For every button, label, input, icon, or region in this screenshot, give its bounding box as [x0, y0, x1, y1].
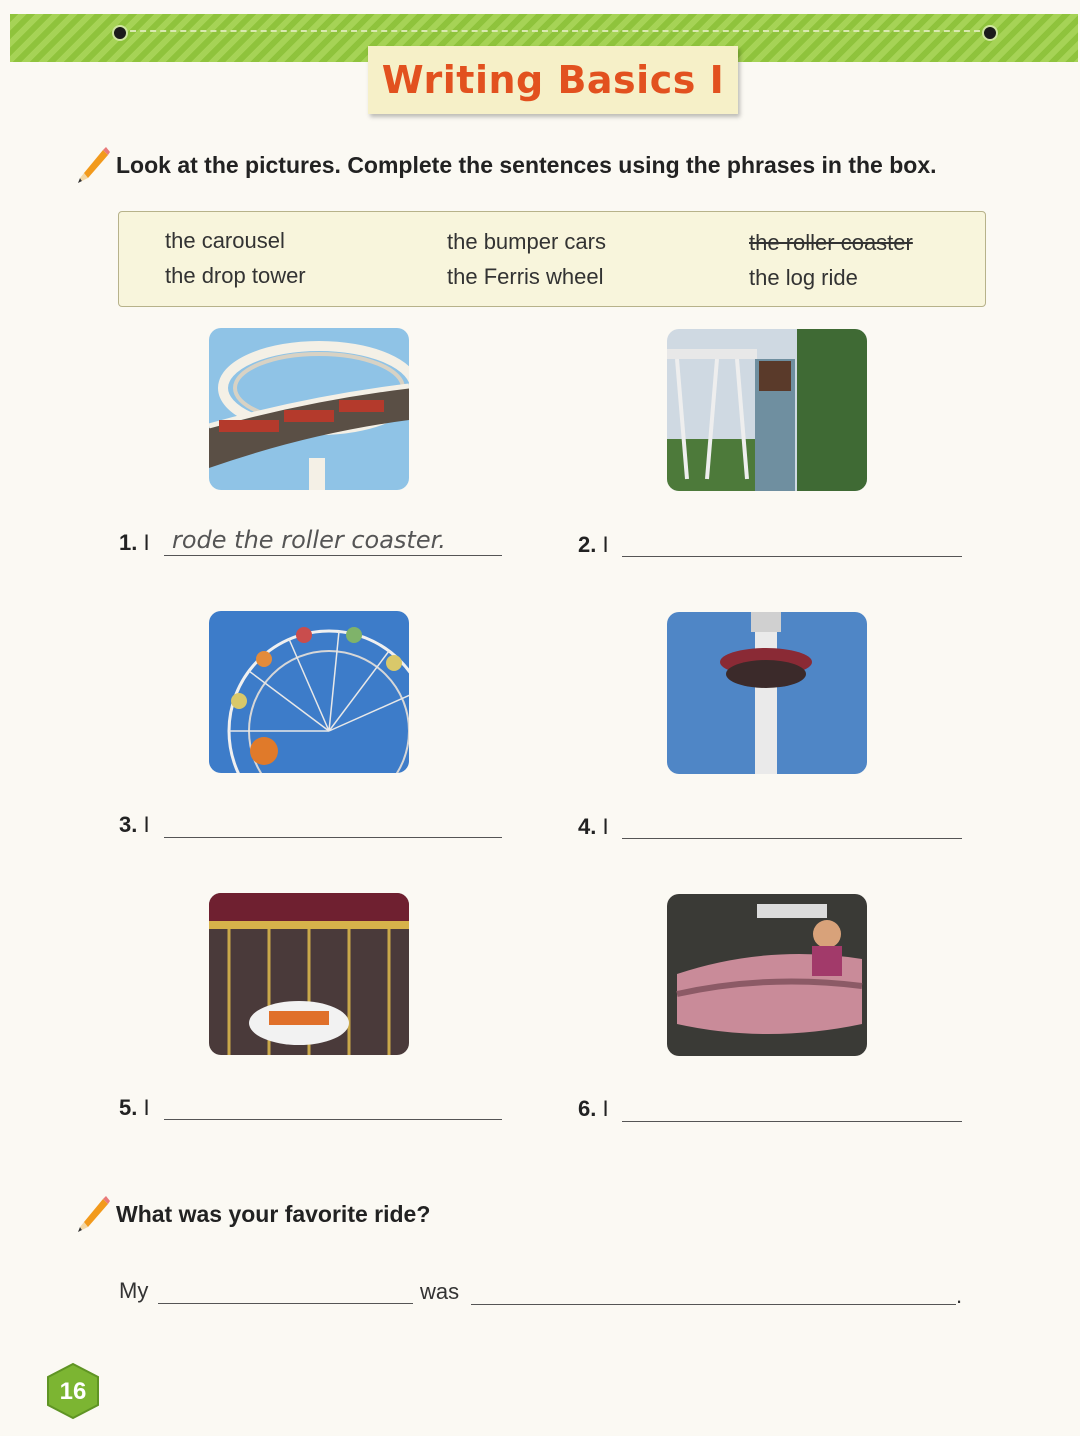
answer-line-3[interactable] [164, 837, 502, 838]
page-number: 16 [59, 1378, 87, 1405]
answer-line-2[interactable] [622, 556, 962, 557]
question-6: 6. I [578, 1096, 609, 1121]
question-4: 4. I [578, 814, 609, 839]
log-ride-image [667, 329, 867, 491]
question-3: 3. I [119, 812, 150, 837]
phrase-ferris-wheel: the Ferris wheel [447, 264, 604, 289]
bumper-cars-image [667, 894, 867, 1056]
page-title: Writing Basics I [381, 58, 725, 102]
pencil-icon [74, 145, 112, 185]
question-5: 5. I [119, 1095, 150, 1120]
phrase-bumper-cars: the bumper cars [447, 229, 606, 254]
instruction-1 [74, 145, 937, 185]
instruction-1-text: Look at the pictures. Complete the sentences using the phrases in the box. [116, 151, 937, 178]
question-2: 2. I [578, 532, 609, 557]
question-1: 1. I [119, 530, 150, 555]
phrase-carousel: the carousel [165, 228, 285, 253]
phrase-box [118, 211, 986, 307]
pin-left-icon [112, 25, 128, 41]
phrase-log-ride: the log ride [749, 265, 858, 290]
answer-line-6[interactable] [622, 1121, 962, 1122]
roller-coaster-image [209, 328, 409, 490]
pin-right-icon [982, 25, 998, 41]
phrase-roller-coaster: the roller coaster [749, 230, 913, 255]
instruction-2 [74, 1194, 430, 1234]
favorite-my-label: My [119, 1278, 149, 1303]
carousel-image [209, 893, 409, 1055]
answer-1-text: rode the roller coaster. [172, 526, 446, 554]
favorite-answer-line-2[interactable] [471, 1304, 956, 1305]
favorite-was-label: was [420, 1279, 460, 1304]
answer-line-1[interactable] [164, 555, 502, 556]
answer-line-5[interactable] [164, 1119, 502, 1120]
phrase-drop-tower: the drop tower [165, 263, 306, 288]
ferris-wheel-image [209, 611, 409, 773]
banner-string [120, 30, 990, 32]
instruction-2-text: What was your favorite ride? [116, 1200, 431, 1227]
answer-line-4[interactable] [622, 838, 962, 839]
drop-tower-image [667, 612, 867, 774]
title-card [368, 46, 738, 114]
pencil-icon [74, 1194, 112, 1234]
favorite-answer-line-1[interactable] [158, 1303, 413, 1304]
favorite-period: . [956, 1283, 963, 1308]
